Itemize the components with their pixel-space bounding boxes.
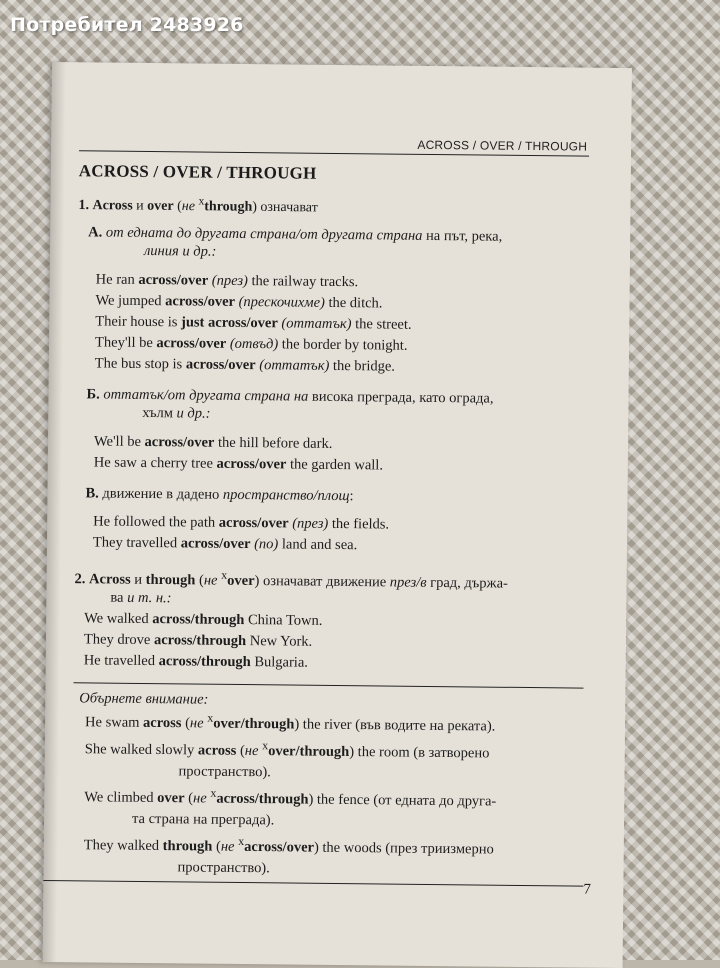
note-example-continuation: пространство). xyxy=(178,763,271,781)
examples-b xyxy=(76,432,586,477)
subsection-a: А. от едната до другата страна/от другата страна на път, река, линия и др.: xyxy=(88,224,503,260)
example-line: Their house is just across/over (оттатък) the street. xyxy=(95,313,412,333)
section-2-heading: 2. Across и through (не $^x$over) означават движение през/в град, държа- ва и т. н.: xyxy=(74,567,508,607)
examples-a xyxy=(77,270,588,378)
note-example-continuation: пространство). xyxy=(177,859,270,877)
example-line: We'll be across/over the hill before dark. xyxy=(93,433,333,452)
subsection-b: Б. оттатък/от другата страна на висока преграда, като ограда, хълм и др.: xyxy=(86,386,494,422)
examples-v xyxy=(75,512,585,557)
note-example: They walked through (не $^x$across/over) the woods (през триизмерно xyxy=(83,833,494,858)
page-title: ACROSS / OVER / THROUGH xyxy=(78,161,317,183)
note-example: He swam across (не $^x$over/through) the river (във водите на реката). xyxy=(84,711,496,735)
note-example: We climbed over (не $^x$across/through) the fence (от едната до друга- xyxy=(84,785,497,810)
subsection-v: В. движение в дадено пространство/площ: xyxy=(85,485,354,504)
book-page xyxy=(43,62,632,968)
note-example-continuation: та страна на преграда). xyxy=(131,810,275,829)
page-number: 7 xyxy=(583,881,591,898)
example-line: He saw a cherry tree across/over the garden wall. xyxy=(93,454,384,474)
examples-2 xyxy=(74,609,585,675)
example-line: He followed the path across/over (през) the fields. xyxy=(93,513,390,533)
example-line: We jumped across/over (прескочихме) the ditch. xyxy=(95,292,383,312)
note-box xyxy=(71,682,583,881)
example-line: The bus stop is across/over (оттатък) the bridge. xyxy=(94,355,396,375)
bottom-rule xyxy=(43,880,583,887)
example-line: He travelled across/through Bulgaria. xyxy=(83,652,309,671)
note-label: Обърнете внимание: xyxy=(79,690,209,708)
example-line: He ran across/over (през) the railway tracks. xyxy=(95,271,359,290)
watermark: Потребител 2483926 xyxy=(10,14,244,36)
example-line: We walked across/through China Town. xyxy=(84,610,323,629)
page-content xyxy=(71,162,588,886)
example-line: They drove across/through New York. xyxy=(83,631,313,650)
running-head: ACROSS / OVER / THROUGH xyxy=(417,137,588,154)
example-line: They'll be across/over (отвъд) the border by tonight. xyxy=(94,334,408,354)
note-example: She walked slowly across (не $^x$over/through) the room (в затворено xyxy=(84,738,490,762)
example-line: They travelled across/over (по) land and sea. xyxy=(92,534,358,554)
section-1-heading: 1. Across и over (не $^x$through) означават xyxy=(78,194,318,215)
